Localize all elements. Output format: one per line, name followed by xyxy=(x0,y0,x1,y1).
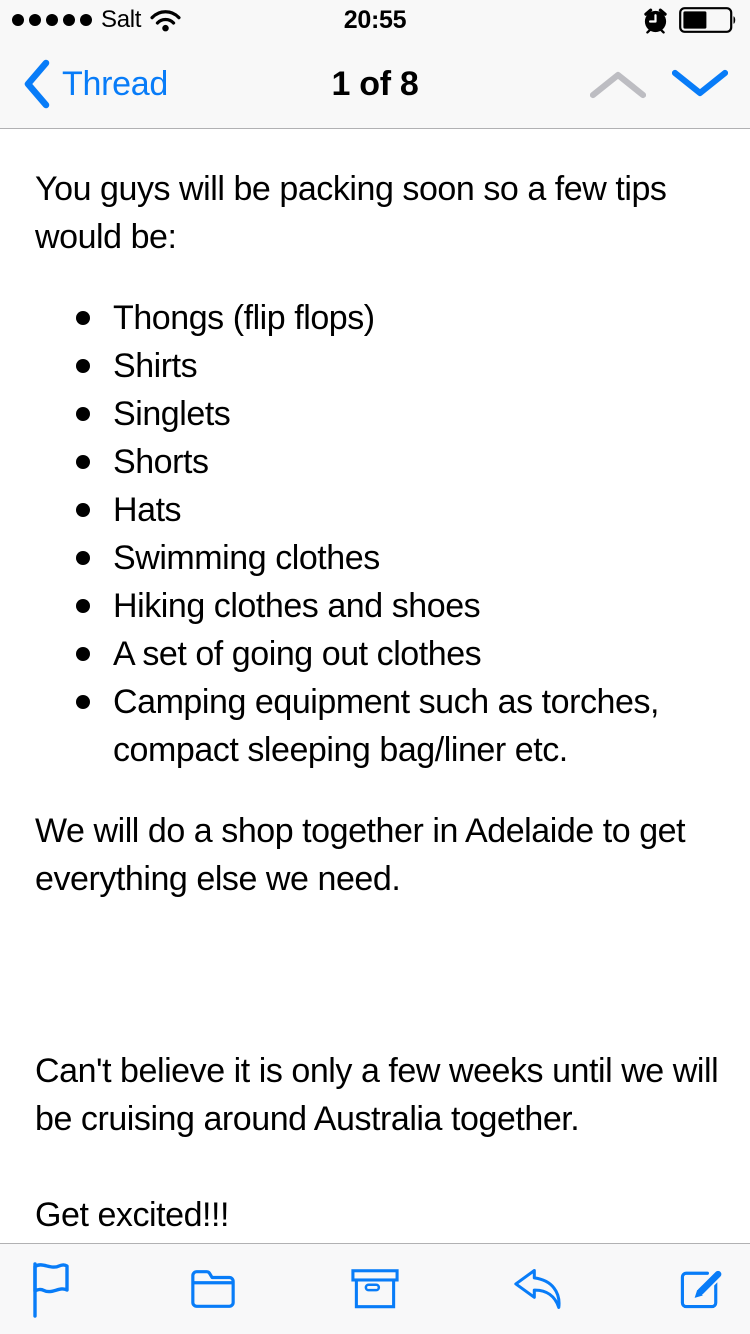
compose-button[interactable] xyxy=(672,1259,728,1319)
folder-icon xyxy=(189,1266,237,1312)
status-left xyxy=(12,6,181,34)
carrier-label: Salt xyxy=(101,6,142,33)
list-item: Singlets xyxy=(113,390,722,438)
signal-dot xyxy=(80,14,92,26)
chevron-down-icon xyxy=(672,68,728,100)
battery-icon xyxy=(679,7,738,33)
list-item: Swimming clothes xyxy=(113,534,722,582)
mail-toolbar xyxy=(0,1243,750,1334)
list-item: Hats xyxy=(113,486,722,534)
back-chevron-icon xyxy=(22,59,50,109)
next-message-button[interactable] xyxy=(672,68,728,100)
reply-icon xyxy=(510,1265,566,1313)
signal-strength-icon xyxy=(12,14,92,26)
status-bar xyxy=(0,0,750,40)
reply-button[interactable] xyxy=(510,1259,566,1319)
excitement-paragraph: Can't believe it is only a few weeks until we will be cruising around Australia together. xyxy=(35,1052,719,1138)
status-right xyxy=(642,7,738,34)
flag-button[interactable] xyxy=(22,1259,78,1319)
signal-dot xyxy=(12,14,24,26)
shop-paragraph: We will do a shop together in Adelaide to get everything else we need. xyxy=(35,812,686,898)
email-body xyxy=(0,129,750,1243)
closing-paragraph: Get excited!!! xyxy=(35,1196,230,1234)
clock-time: 20:55 xyxy=(343,5,407,34)
compose-icon xyxy=(675,1264,725,1314)
flag-icon xyxy=(27,1259,73,1319)
move-to-folder-button[interactable] xyxy=(185,1259,241,1319)
wifi-icon xyxy=(150,9,181,32)
list-item: Shorts xyxy=(113,438,722,486)
alarm-icon xyxy=(642,7,669,34)
back-button-label: Thread xyxy=(62,64,168,103)
list-item: Hiking clothes and shoes xyxy=(113,582,722,630)
chevron-up-icon xyxy=(590,68,646,100)
list-item: Thongs (flip flops) xyxy=(113,294,722,342)
archive-icon xyxy=(351,1266,399,1312)
blank-space xyxy=(35,903,722,1047)
thread-position-title: 1 of 8 xyxy=(331,64,419,103)
blank-space xyxy=(35,1143,722,1191)
previous-message-button[interactable] xyxy=(590,68,646,100)
list-item: Camping equipment such as torches, compact sleeping bag/liner etc. xyxy=(113,678,722,774)
nav-bar xyxy=(0,40,750,128)
intro-paragraph: You guys will be packing soon so a few tips would be: xyxy=(35,170,667,256)
message-nav-buttons xyxy=(590,40,728,128)
packing-list xyxy=(35,294,722,774)
list-item: A set of going out clothes xyxy=(113,630,722,678)
header xyxy=(0,0,750,129)
list-item: Shirts xyxy=(113,342,722,390)
signal-dot xyxy=(63,14,75,26)
archive-button[interactable] xyxy=(347,1259,403,1319)
back-to-thread-button[interactable] xyxy=(22,40,168,128)
signal-dot xyxy=(46,14,58,26)
signal-dot xyxy=(29,14,41,26)
